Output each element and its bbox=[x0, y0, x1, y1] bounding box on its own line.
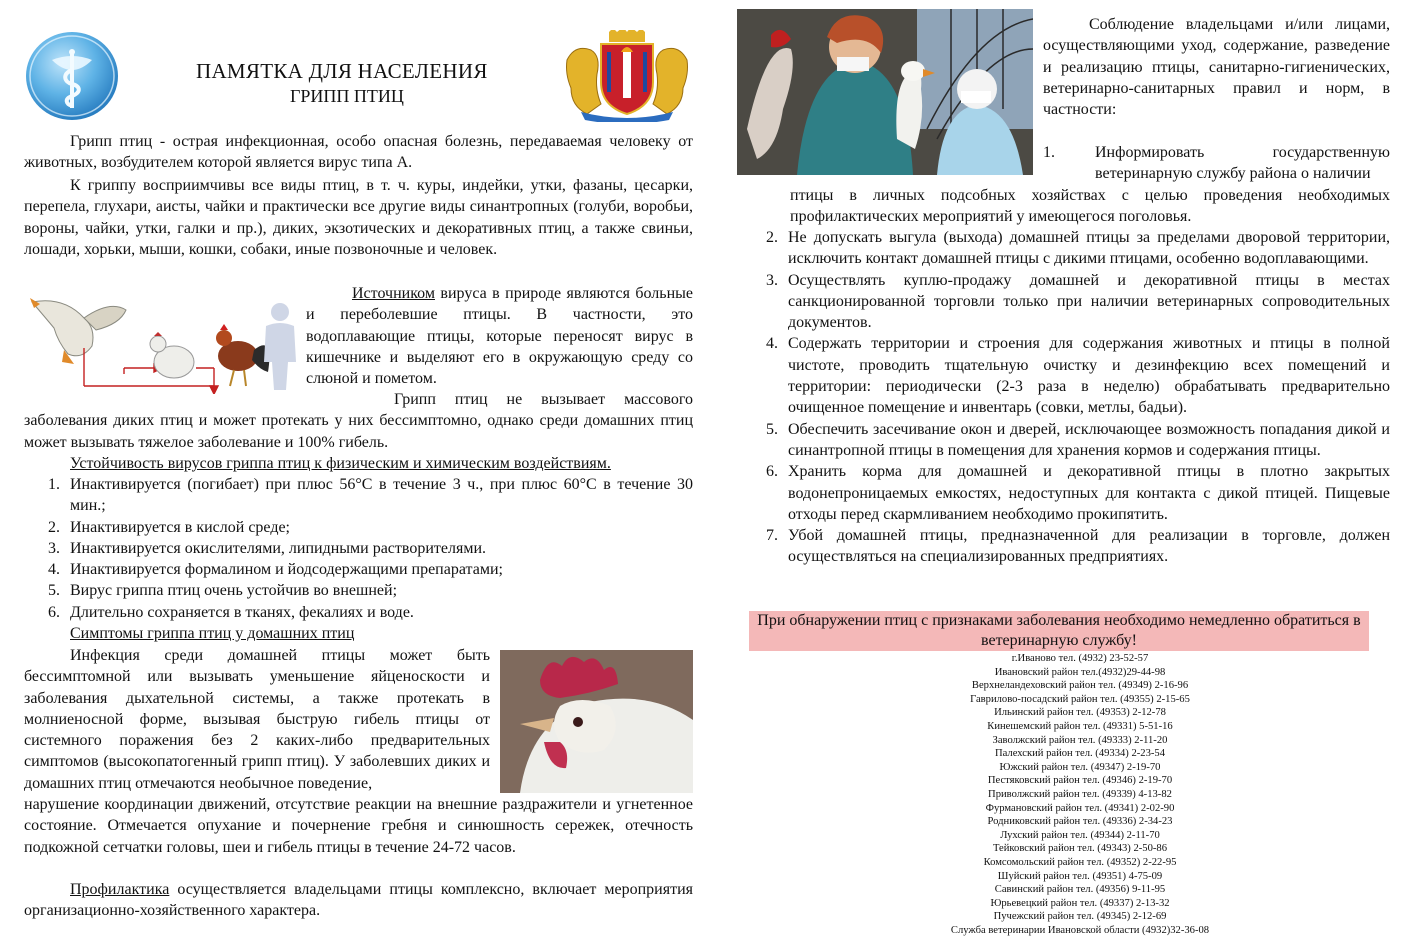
phone-entry: Кинешемский район тел. (49331) 5-51-16 bbox=[987, 720, 1173, 732]
list-item: 2. Инактивируется в кислой среде; bbox=[48, 518, 290, 536]
list-item: 4. Инактивируется формалином и йодсодержащими препаратами; bbox=[48, 561, 503, 579]
phone-directory bbox=[930, 652, 1230, 937]
phone-entry: Савинский район тел. (49356) 9-11-95 bbox=[994, 884, 1166, 896]
symptoms-continued: нарушение координации движений, отсутствие реакции на внешние раздражители и угнетенное состояние. Отмечается опухание и почернение гребня и синюшность сережек, отечность подкожной сетчатки головы, шеи и гибель птицы в течение 24-72 часов. bbox=[24, 796, 693, 856]
wild-goose-image bbox=[30, 298, 126, 364]
phone-entry: Южский район тел. (49347) 2-19-70 bbox=[999, 761, 1161, 773]
alert-banner: При обнаружении птиц с признаками заболевания необходимо немедленно обратиться в ветеринарную службу! bbox=[749, 611, 1369, 651]
phone-entry: Палехский район тел. (49334) 2-23-54 bbox=[994, 748, 1166, 760]
list-item: 5. Вирус гриппа птиц очень устойчив во внешней; bbox=[48, 582, 398, 600]
page-subtitle: ГРИПП ПТИЦ bbox=[290, 86, 404, 106]
phone-entry: Служба ветеринарии Ивановской области (4932)32-36-08 bbox=[950, 924, 1210, 936]
prevention-paragraph: Профилактика осуществляется владельцами птицы комплексно, включает мероприятия организационно-хозяйственного характера. bbox=[24, 881, 693, 920]
list-item: 7. Убой домашней птицы, предназначенной для реализации в торговле, должен осуществляться на специализированных предприятиях. bbox=[766, 527, 1390, 566]
source-paragraph: Источником вируса в природе являются больные и переболевшие птицы. В частности, это водоплавающие птицы, которые переносят вирус в кишечнике и выделяют его в окружающую среду со слюной и пометом. bbox=[306, 285, 693, 388]
phone-entry: Пестяковский район тел. (49346) 2-19-70 bbox=[987, 775, 1173, 787]
phone-entry: Приволжский район тел. (49339) 4-13-82 bbox=[988, 788, 1172, 800]
source-keyword: Источником bbox=[352, 285, 435, 302]
human-silhouette-image bbox=[264, 303, 296, 390]
phone-entry: Комсомольский район тел. (49352) 2-22-95 bbox=[983, 856, 1177, 868]
transmission-diagram bbox=[24, 290, 304, 394]
item-1-continued: птицы в личных подсобных хозяйствах с целью проведения необходимых профилактических мероприятий у имеющегося поголовья. bbox=[790, 187, 1390, 226]
symptoms-heading: Симптомы гриппа птиц у домашних птиц bbox=[70, 625, 355, 642]
page-title: ПАМЯТКА ДЛЯ НАСЕЛЕНИЯ bbox=[196, 59, 488, 83]
list-item: 6. Длительно сохраняется в тканях, фекалиях и воде. bbox=[48, 603, 414, 621]
phone-entry: Юрьевецкий район тел. (49337) 2-13-32 bbox=[990, 897, 1170, 909]
phone-entry: Шуйский район тел. (49351) 4-75-09 bbox=[997, 870, 1163, 882]
list-item: 3. Инактивируется окислителями, липидными растворителями. bbox=[48, 539, 487, 557]
susceptibility-paragraph: К гриппу восприимчивы все виды птиц, в т. ч. куры, индейки, утки, фазаны, цесарки, перепела, глухари, аисты, чайки и практически все другие виды синантропных (голуби, воробьи, вороны, чайки, утки, галки и пр.), диких, экзотических и декоративных птиц, а также свиньи, лошади, хорьки, мыши, кошки, собаки, иные позвоночные и человек. bbox=[24, 177, 693, 258]
phone-entry: Заволжский район тел. (49333) 2-11-20 bbox=[992, 734, 1168, 746]
phone-entry: Верхнеландеховский район тел. (49349) 2-16-96 bbox=[971, 680, 1189, 692]
list-item: 4. Содержать территории и строения для содержания животных и птицы в полной чистоте, проводить тщательную очистку и дезинфекцию всех помещений и территории: периодически (2-3 раза в неделю) обрабатывать предварительно очищенное помещение и инвентарь (совки, метлы, бадьи). bbox=[766, 335, 1390, 417]
phone-entry: Тейковский район тел. (49343) 2-50-86 bbox=[992, 843, 1168, 855]
list-item: 1. Информировать государственную ветеринарную службу района о наличии bbox=[1043, 144, 1390, 183]
phone-entry: г.Иваново тел. (4932) 23-52-57 bbox=[1011, 653, 1149, 664]
resistance-heading: Устойчивость вирусов гриппа птиц к физическим и химическим воздействиям. bbox=[70, 455, 611, 472]
intro-paragraph: Грипп птиц - острая инфекционная, особо опасная болезнь, передаваемая человеку от животных, возбудителем которой является вирус типа А. bbox=[24, 133, 693, 172]
phone-entry: Лухский район тел. (49344) 2-11-70 bbox=[1000, 829, 1160, 841]
prevention-keyword: Профилактика bbox=[70, 881, 170, 898]
coat-of-arms-emblem bbox=[561, 30, 693, 122]
compliance-paragraph: Соблюдение владельцами и/или лицами, осуществляющими уход, содержание, разведение и реализацию птицы, санитарно-гигиенических, ветеринарно-санитарных правил и норм, в частности: bbox=[1043, 16, 1390, 119]
phone-entry: Пучежский район тел. (49345) 2-12-69 bbox=[993, 911, 1167, 923]
list-item: 5. Обеспечить засечивание окон и дверей, исключающее возможность попадания дикой и синантропной птицы в помещения для хранения кормов и содержания птицы. bbox=[766, 420, 1390, 459]
list-item: 6. Хранить корма для домашней и декоративной птицы в плотно закрытых водонепроницаемых емкостях, недоступных для контакта с дикой птицей. Пищевые отходы перед скармливанием необходимо прокипятить. bbox=[766, 463, 1390, 523]
phone-entry: Ивановский район тел.(4932)29-44-98 bbox=[994, 666, 1166, 678]
symptoms-paragraph: Инфекция среди домашней птицы может быть бессимптомной или вызывать уменьшение яйценоскости и заболевания дыхательной системы, а также протекать в молниеносной форме, вызывая быструю гибель птицы от системного поражения без 2 каких-либо предварительных симптомов (высокопатогенный грипп птиц). У заболевших диких и домашних птиц отмечаются необычное поведение, bbox=[24, 647, 490, 792]
list-item: 3. Осуществлять куплю-продажу домашней и декоративной птицы в местах санкционированной торговли только при наличии ветеринарных сопроводительных документов. bbox=[766, 271, 1390, 332]
rooster-image bbox=[216, 324, 269, 386]
phone-entry: Фурмановский район тел. (49341) 2-02-90 bbox=[985, 802, 1175, 814]
phone-entry: Ильинский район тел. (49353) 2-12-78 bbox=[994, 707, 1166, 719]
sick-chicken-photo bbox=[500, 650, 693, 793]
veterinarians-photo bbox=[737, 9, 1033, 175]
measures-list bbox=[766, 227, 1390, 568]
medical-logo bbox=[24, 30, 120, 122]
list-item: 1. Инактивируется (погибает) при плюс 56°С в течение 3 ч., при плюс 60°С в течение 30 мин.; bbox=[48, 476, 693, 515]
resistance-list bbox=[48, 474, 693, 623]
list-item: 2. Не допускать выгула (выхода) домашней птицы за пределами дворовой территории, исключить контакт домашней птицы с дикими птицами, особенно водоплавающими. bbox=[766, 229, 1390, 268]
flu-paragraph: Грипп птиц не вызывает массового заболевания диких птиц и может протекать у них бессимптомно, однако среди домашних птиц может вызывать тяжелое заболевание и 100% гибель. bbox=[24, 391, 693, 451]
phone-entry: Гаврилово-посадский район тел. (49355) 2-15-65 bbox=[970, 693, 1190, 705]
phone-entry: Родниковский район тел. (49336) 2-34-23 bbox=[987, 816, 1173, 828]
